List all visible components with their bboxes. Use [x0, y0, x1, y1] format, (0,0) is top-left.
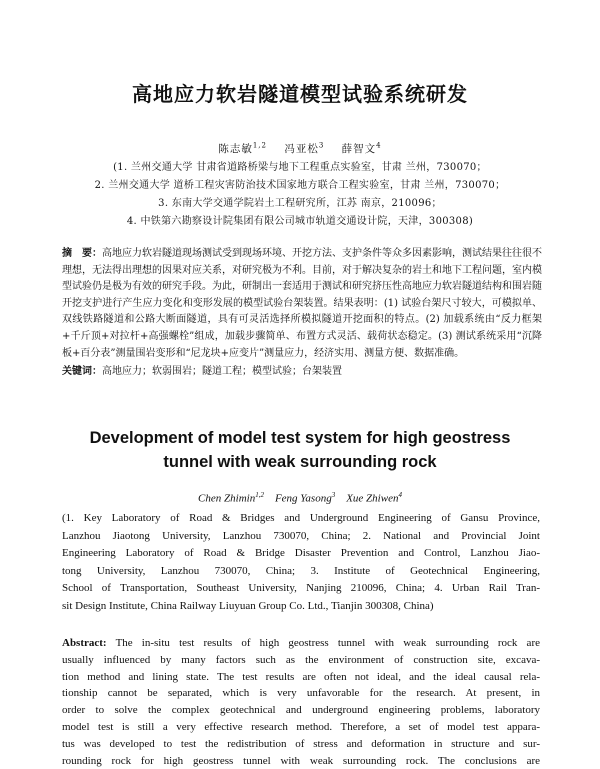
keywords-cn: [62, 362, 342, 377]
abstract-en-line: rounding rock for high geostress tunnel with weak surrounding rock. The conclusions are: [62, 754, 540, 767]
abstract-en-line: tus was developed to test the redistribution of stress and deformation in structure and sur-: [62, 737, 540, 750]
abstract-en-line: order to solve the complex geotechnical and underground engineering problems, laboratory: [62, 704, 540, 717]
author-3-cn-sup: 4: [376, 141, 382, 150]
author-3-en-sup: 4: [398, 491, 402, 499]
english-title-line-1: Development of model test system for high geostress: [89, 429, 511, 447]
affiliation-en-line: tong University, Lanzhou 730070, China; 3. Institute of Geotechnical Engineering,: [62, 564, 540, 577]
abstract-en-first-line: [62, 635, 540, 652]
affiliations-en: [62, 510, 540, 615]
abstract-en-label: Abstract:: [62, 637, 107, 649]
english-title-line-2: tunnel with weak surrounding rock: [163, 453, 437, 471]
author-2-en: Feng Yasong: [274, 492, 332, 505]
english-title: [0, 426, 600, 474]
author-1-cn-sup: 1,2: [252, 141, 267, 150]
abstract-en: [62, 635, 540, 769]
author-1-cn: 陈志敏: [218, 143, 253, 155]
author-2-cn: 冯亚松: [284, 143, 319, 155]
author-1-en: Chen Zhimin: [198, 492, 256, 505]
english-authors: [0, 491, 600, 505]
affiliation-en-line: (1. Key Laboratory of Road & Bridges and Underground Engineering of Gansu Province,: [62, 512, 540, 524]
abstract-en-line: tionship cannot be separated, which is very unfavorable for the research. At present, in: [62, 687, 540, 700]
author-1-en-sup: 1,2: [255, 491, 264, 499]
affiliation-cn-4: 4. 中铁第六勘察设计院集团有限公司城市轨道交通设计院，天津，300308): [126, 216, 474, 227]
abstract-cn-label: 摘 要：: [62, 248, 102, 259]
author-2-en-sup: 3: [331, 491, 336, 499]
author-2-cn-sup: 3: [318, 141, 325, 150]
affiliation-cn-1: (1. 兰州交通大学 甘肃省道路桥梁与地下工程重点实验室，甘肃 兰州，730070；: [113, 162, 487, 173]
keywords-cn-label: 关键词：: [62, 366, 102, 377]
abstract-en-line: tion method and lining state. The test results are often not ideal, and the ideal causal rela-: [62, 670, 540, 683]
chinese-authors: [0, 141, 600, 156]
affiliation-cn-2: 2. 兰州交通大学 道桥工程灾害防治技术国家地方联合工程实验室，甘肃 兰州，730070；: [94, 180, 506, 191]
author-3-cn: 薛智文: [341, 143, 377, 155]
abstract-en-line: The in-situ test results of high geostress tunnel with weak surrounding rock are: [115, 637, 540, 649]
affiliation-en-line: sit Design Institute, China Railway Liuyuan Group Co. Ltd., Tianjin 300308, China): [62, 599, 434, 612]
abstract-cn-text: 高地应力软岩隧道现场测试受到现场环境、开挖方法、支护条件等众多因素影响，测试结果往往很不理想，无法得出理想的因果对应关系，对研究极为不利。目前，对于解决复杂的岩土和地下工程问题，室内模型试验仍是极为有效的研究手段。为此，研制出一套适用于测试和研究挤压性高地应力软岩隧道结构和围岩随开挖支护进行产生应力变化和变形发展的模型试验台架装置。结果表明：(1) 试验台架尺寸较大，可模拟单、双线铁路隧道和公路大断面隧道，具有可灵活选择所模拟隧道开挖面积的特点。(2) 加载系统由“反力框架+千斤顶+对拉杆+高强螺栓”组成，加载步骤简单、布置方式灵活、载荷状态稳定。(3) 测试系统采用“沉降板+百分表”测量围岩变形和“尼龙块+应变片”测量应力，经济实用、测量方便、数据准确。: [62, 248, 542, 359]
affiliation-en-line: Lanzhou Jiaotong University, Lanzhou 730070, China; 2. National and Provincial Joint: [62, 529, 540, 542]
abstract-cn: [62, 246, 542, 362]
keywords-cn-text: 高地应力；软弱围岩；隧道工程；模型试验；台架装置: [102, 366, 342, 377]
affiliation-en-line: School of Transportation, Southeast University, Nanjing 210096, China; 4. Urban Rail Tran-: [62, 582, 540, 594]
chinese-title: 高地应力软岩隧道模型试验系统研发: [132, 82, 468, 106]
abstract-en-line: model test is still a very effective research method. Therefore, a set of model test appara-: [62, 720, 540, 733]
abstract-en-line: usually influenced by many factors such as the environment of construction site, excava-: [62, 653, 540, 666]
author-3-en: Xue Zhiwen: [346, 492, 399, 505]
affiliation-en-line: Engineering Laboratory of Road & Bridge Disaster Prevention and Control, Lanzhou Jiao-: [62, 547, 540, 559]
affiliation-cn-3: 3. 东南大学交通学院岩土工程研究所，江苏 南京，210096；: [158, 198, 442, 209]
